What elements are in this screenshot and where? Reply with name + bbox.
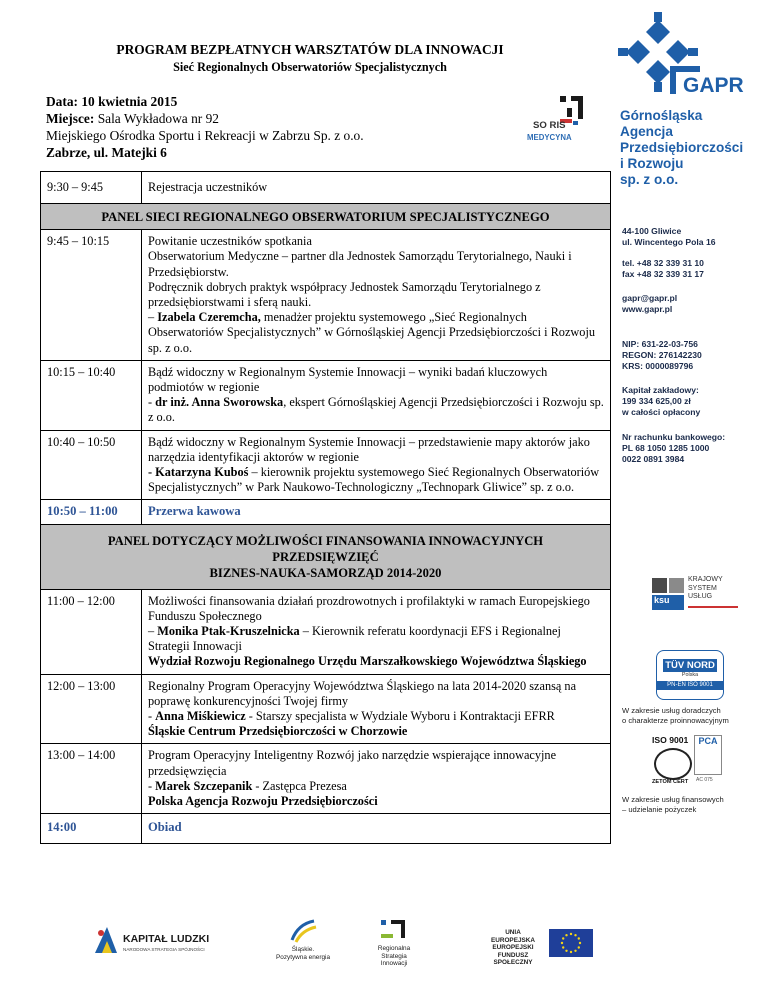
time-cell: 9:45 – 10:15 — [41, 230, 142, 361]
ksu-logo-mark — [652, 578, 684, 610]
iso-pca-badge — [652, 735, 724, 791]
gapr-phone: tel. +48 32 339 31 10 fax +48 32 339 31 17 — [622, 258, 704, 280]
session-topic: Możliwości finansowania działań prozdrowotnych i profilaktyki w ramach Europejskiego Funduszu Społecznego — [148, 593, 590, 623]
eu-star-icon — [579, 942, 581, 944]
lunch-label: Obiad — [142, 814, 611, 843]
eu-star-icon — [561, 942, 563, 944]
session-cell — [142, 744, 611, 814]
time-cell: 12:00 – 13:00 — [41, 674, 142, 744]
rsi-icon — [379, 918, 409, 942]
kapital-ludzki-logo: KAPITAŁ LUDZKI NARODOWA STRATEGIA SPÓJNOŚCI — [93, 925, 243, 961]
gapr-capital: Kapitał zakładowy: 199 334 625,00 zł w całości opłacony — [622, 385, 701, 418]
kapital-ludzki-icon — [93, 925, 119, 955]
event-info — [46, 93, 364, 161]
time-cell: 10:15 – 10:40 — [41, 360, 142, 430]
pca-mark: PCA — [694, 735, 722, 775]
eu-star-icon — [570, 933, 572, 935]
place-label: Miejsce: — [46, 111, 95, 126]
session-cell — [142, 430, 611, 500]
zetom-cert-label: ZETOM CERT — [652, 779, 689, 785]
soris-logo-bottom: MEDYCYNA — [527, 133, 572, 142]
organization: Wydział Rozwoju Regionalnego Urzędu Marszałkowskiego Województwa Śląskiego — [148, 654, 587, 669]
eu-star-icon — [574, 934, 576, 936]
venue-address: Zabrze, ul. Matejki 6 — [46, 145, 167, 160]
schedule-table — [40, 203, 611, 844]
rsi-logo: Regionalna Strategia Innowacji — [364, 918, 424, 974]
gapr-website[interactable]: www.gapr.pl — [622, 304, 673, 315]
tuv-nord-label: TÜV NORD — [663, 659, 717, 672]
tuv-nord-badge: TÜV NORD Polska PN-EN ISO 9001 — [656, 650, 724, 700]
soris-medycyna-logo — [505, 94, 585, 152]
speaker-name: Marek Szczepanik — [155, 778, 253, 793]
pca-accreditation: AC 075 — [696, 777, 713, 783]
time-cell: 11:00 – 12:00 — [41, 589, 142, 674]
venue-name: Miejskiego Ośrodka Sportu i Rekreacji w Zabrzu Sp. z o.o. — [46, 128, 364, 143]
eu-star-icon — [578, 937, 580, 939]
place-value: Sala Wykładowa nr 92 — [97, 111, 219, 126]
table-row — [41, 589, 611, 674]
panel-header-row — [41, 204, 611, 230]
gapr-company-name: Górnośląska Agencja Przedsiębiorczości i Rozwoju sp. z o.o. — [620, 108, 744, 187]
date-value: 10 kwietnia 2015 — [81, 94, 178, 109]
program-title: PROGRAM BEZPŁATNYCH WARSZTATÓW DLA INNOWACJI — [116, 42, 504, 57]
panel2-title: PANEL DOTYCZĄCY MOŻLIWOŚCI FINANSOWANIA INNOWACYJNYCH PRZEDSIĘWZIĘĆ BIZNES-NAUKA-SAMORZĄD 2014-2020 — [41, 524, 611, 589]
session-topic: Bądź widoczny w Regionalnym Systemie Innowacji – wyniki badań kluczowych podmiotów w regionie — [148, 364, 548, 395]
gapr-contact — [622, 293, 677, 315]
financial-services-note: W zakresie usług finansowych – udzielanie pożyczek — [622, 795, 724, 814]
gapr-address: 44-100 Gliwice ul. Wincentego Pola 16 — [622, 226, 716, 248]
gapr-email[interactable]: gapr@gapr.pl — [622, 293, 678, 303]
session-topic: Powitanie uczestników spotkania — [148, 234, 312, 249]
ksu-text: KRAJOWY SYSTEM USŁUG — [688, 576, 723, 601]
speaker-name: Izabela Czeremcha, — [157, 310, 261, 325]
iso-9001-label: ISO 9001 — [652, 735, 689, 745]
table-row — [41, 230, 611, 361]
ksu-abbr: ksu — [654, 595, 670, 605]
time-cell: 13:00 – 14:00 — [41, 744, 142, 814]
speaker-name: Monika Ptak-Kruszelnicka — [157, 624, 300, 639]
table-row — [41, 814, 611, 843]
session-cell — [142, 674, 611, 744]
date-label: Data: — [46, 94, 78, 109]
panel-header-row — [41, 524, 611, 589]
eu-star-icon — [562, 937, 564, 939]
table-row — [41, 360, 611, 430]
speaker-name: dr inż. Anna Sworowska — [155, 395, 284, 410]
gapr-bank: Nr rachunku bankowego: PL 68 1050 1285 1000 0022 0891 3984 — [622, 432, 726, 465]
lunch-time: 14:00 — [41, 814, 142, 843]
session-topic: Program Operacyjny Inteligentny Rozwój jako narzędzie wspierające innowacyjne przedsięwzięcia — [148, 748, 557, 778]
table-row — [41, 172, 611, 204]
eu-star-icon — [574, 950, 576, 952]
organization: Polska Agencja Rozwoju Przedsiębiorczości — [148, 794, 378, 809]
speaker-name: Anna Miśkiewicz — [155, 709, 246, 724]
table-row — [41, 430, 611, 500]
table-row — [41, 500, 611, 524]
session-topic: Bądź widoczny w Regionalnym Systemie Innowacji – przedstawienie mapy aktorów jako narzędzia identyfikacji aktorów w regionie — [148, 434, 590, 464]
speaker-line: - Katarzyna Kuboś – kierownik projektu systemowego Sieć Regionalnych Obserwatoriów Specjalistycznych” w Park Naukowo-Technologiczny „Technopark Gliwice” sp. z o.o. — [148, 465, 600, 495]
soris-logo-top: SO RIS — [533, 120, 566, 131]
eu-star-icon — [562, 946, 564, 948]
speaker-line: - Marek Szczepanik - Zastępca Prezesa — [148, 778, 347, 793]
speaker-name: - Katarzyna Kuboś — [148, 465, 249, 480]
advisory-services-note: W zakresie usług doradczych o charakterze proinnowacyjnym — [622, 706, 729, 725]
session-topic: Regionalny Program Operacyjny Województwa Śląskiego na lata 2014-2020 szansą na poprawę konkurencyjności Twojej firmy — [148, 678, 577, 708]
slaskie-logo: Śląskie. Pozytywna energia — [268, 918, 338, 968]
registration-table — [40, 171, 611, 204]
eu-star-icon — [565, 950, 567, 952]
speaker-line: – Monika Ptak-Kruszelnicka – Kierownik referatu koordynacji EFS i Regionalnej Strategii Innowacji — [148, 624, 561, 654]
speaker-line: – Izabela Czeremcha, menadżer projektu systemowego „Sieć Regionalnych Obserwatoriów Specjalistycznych” w Górnośląskiej Agencji Przedsiębiorczości i Rozwoju sp. z o.o. — [148, 310, 596, 355]
organization: Śląskie Centrum Przedsiębiorczości w Chorzowie — [148, 724, 408, 739]
panel1-title: PANEL SIECI REGIONALNEGO OBSERWATORIUM SPECJALISTYCZNEGO — [41, 204, 611, 230]
eu-star-icon — [565, 934, 567, 936]
activity-cell: Rejestracja uczestników — [142, 172, 611, 204]
gapr-logo — [618, 12, 758, 107]
slaskie-icon — [288, 918, 318, 944]
eu-logo: UNIA EUROPEJSKA EUROPEJSKI FUNDUSZ SPOŁECZNY — [483, 929, 598, 959]
eu-flag-icon — [549, 929, 593, 957]
table-row — [41, 674, 611, 744]
zetom-seal-icon — [654, 748, 692, 780]
eu-star-icon — [578, 946, 580, 948]
session-cell — [142, 360, 611, 430]
eu-star-icon — [570, 951, 572, 953]
session-cell — [142, 589, 611, 674]
gapr-logo-text: GAPR — [683, 74, 744, 97]
speaker-line: - dr inż. Anna Sworowska, ekspert Górnośląskiej Agencji Przedsiębiorczości i Rozwoju sp. z o.o. — [148, 395, 604, 425]
session-topic: Obserwatorium Medyczne – partner dla Jednostek Samorządu Terytorialnego, Nauki i Przedsiębiorstw. — [148, 249, 572, 279]
break-time: 10:50 – 11:00 — [41, 500, 142, 524]
speaker-line: - Anna Miśkiewicz - Starszy specjalista w Wydziale Wyboru i Kontraktacji EFRR — [148, 709, 555, 724]
ksu-logo — [652, 576, 744, 614]
table-row — [41, 744, 611, 814]
time-cell: 10:40 – 10:50 — [41, 430, 142, 500]
program-subtitle: Sieć Regionalnych Obserwatoriów Specjalistycznych — [173, 60, 447, 74]
time-cell: 9:30 – 9:45 — [41, 172, 142, 204]
break-label: Przerwa kawowa — [142, 500, 611, 524]
session-cell — [142, 230, 611, 361]
session-topic: Podręcznik dobrych praktyk współpracy Jednostek Samorządu Terytorialnego z przedsiębiorstwami i sferą nauki. — [148, 279, 541, 310]
gapr-registry: NIP: 631-22-03-756 REGON: 276142230 KRS: 0000089796 — [622, 339, 702, 372]
